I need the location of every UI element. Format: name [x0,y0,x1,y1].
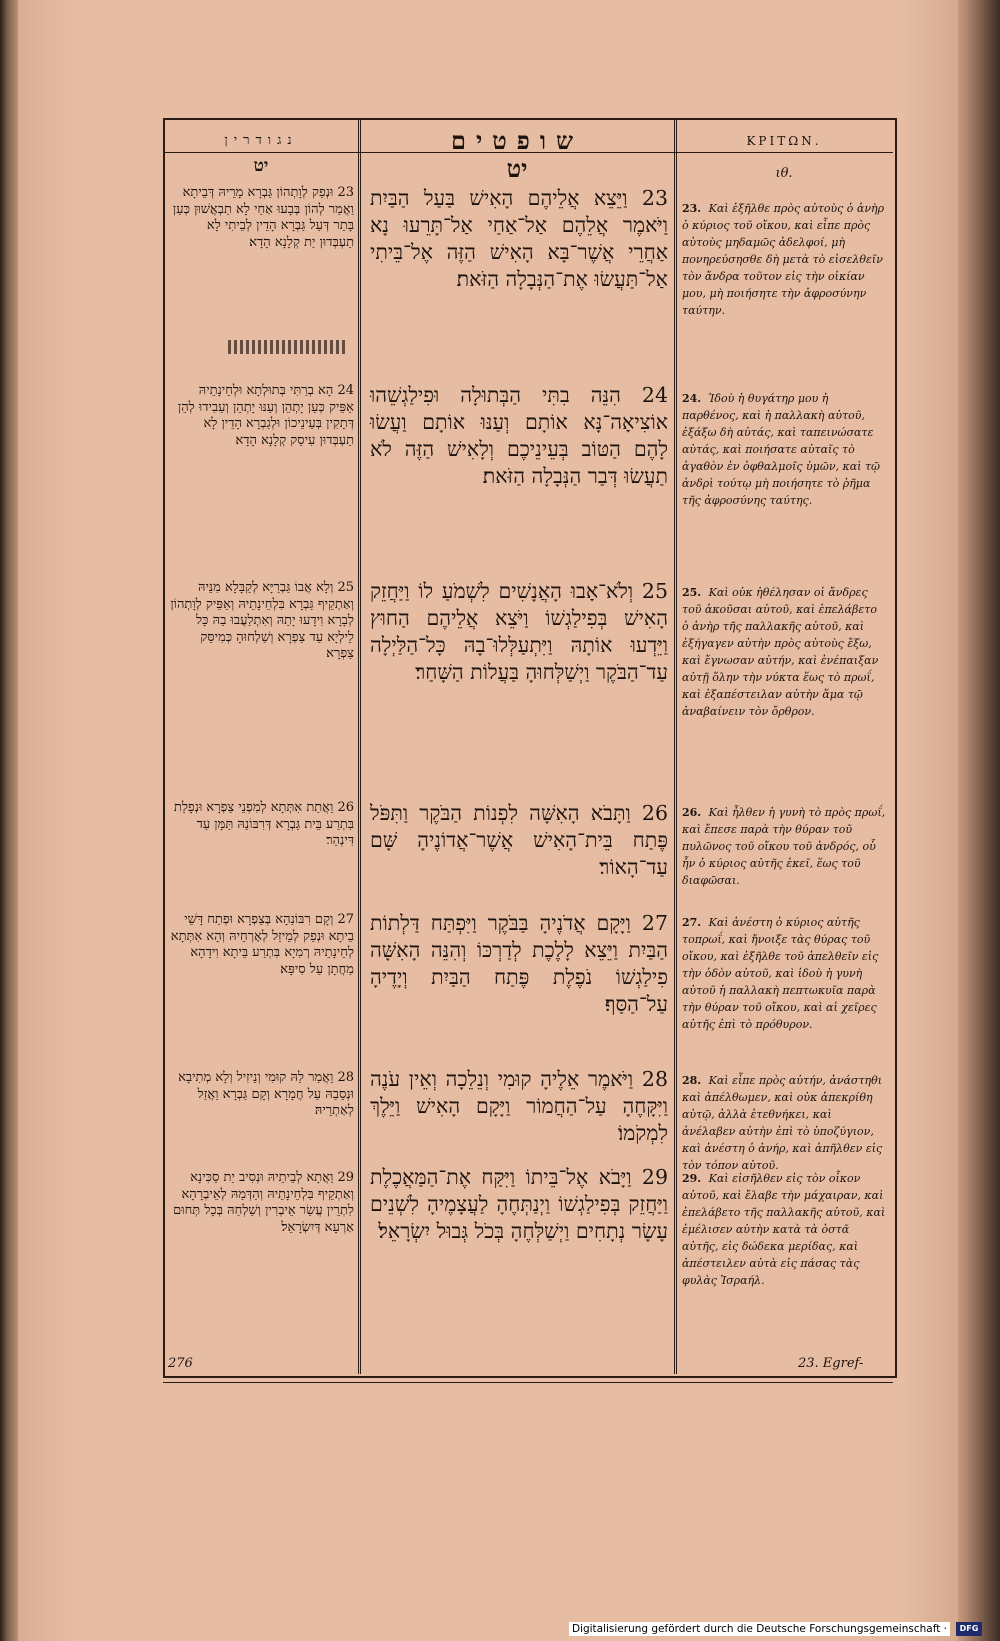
greek-verse-text: Ἰδοὺ ἡ θυγάτηρ μου ἡ παρθένος, καὶ ἡ παλλακὴ αὐτοῦ, ἐξάξω δὴ αὐτάς, καὶ ταπεινώσατε αὐτάς, καὶ ποιήσατε αὐταῖς τὸ ἀγαθὸν ἐν ὀφθαλμοῖς ὑμῶν, καὶ τῷ ἀνδρὶ τούτῳ μὴ ποιήσητε τὸ ῥῆμα τῆς ἀφροσύνης ταύτης. [682,392,881,507]
aramaic-verse-24: 24 הָא בְרַתִּי בְּתוּלְתָא וּלְחֵינָתֵיהּ אַפֵּיק כְּעַן יָתְהֵן וְעַנּוּ יָתְהֵן וְעַבִידוּ לְהֵן דְּתָקִין בְּעֵינֵיכוֹן וּלְגַבְרָא הָדֵין לָא תַעְבְּדוּן עִיסַק קְלָנָא הָדָא׃ [177,383,354,448]
greek-verse-number: 28. [682,1074,702,1087]
greek-verse-number: 27. [682,916,702,929]
page-edge [958,0,1000,1641]
aramaic-verse-27: 27 וְקָם רִבּוֹנַהָא בְּצַפְרָא וּפְתַח דָּשֵׁי בֵיתָא וּנְפַק לְמֵיזַל לְאָרְחֵיהּ וְהָא אִתְּתָא לְחֵינָתֵיהּ רְמִיָא בִּתְרַע בֵּיתָא וִידָהָא מַחֲתָן עַל סִיפָּא׃ [170,912,354,977]
greek-verse-text: Καὶ ἐξῆλθε πρὸς αὐτοὺς ὁ ἀνὴρ ὁ κύριος τοῦ οἴκου, καὶ εἶπε πρὸς αὐτοὺς μηδαμῶς ἀδελφοί, μὴ πονηρεύσησθε δὴ μετὰ τὸ εἰσελθεῖν τὸν ἄνδρα τοῦτον εἰς τὴν οἰκίαν μου, μὴ ποιήσητε τὴν ἀφροσύνην ταύτην. [682,202,885,317]
aramaic-verse-29: 29 וַאֲתָא לְבֵיתֵיהּ וּנְסִיב יַת סַכִּינָא וְאַתְקֵיף בִּלְחֵינָתֵיהּ וְהַדְּמַהּ לְאֵיבְרָהָא לִתְרֵין עֲשַׂר אֵיבְרִין וְשַׁלְחַהּ בְּכָל תְּחוּם אַרְעָא דְּיִשְׂרָאֵל׃ [173,1170,354,1235]
ornament-divider [228,340,348,354]
greek-verse-number: 23. [682,202,702,215]
hebrew-verse-23: 23 וַיֵּצֵא אֲלֵיהֶם הָאִישׁ בַּעַל הַבַּיִת וַיֹּאמֶר אֲלֵהֶם אַל־אַחַי אַל־תָּרֵעוּ נָא אַחֲרֵי אֲשֶׁר־בָּא הָאִישׁ הַזֶּה אֶל־בֵּיתִי אַל־תַּעֲשׂוּ אֶת־הַנְּבָלָה הַזֹּאת׃ [370,186,668,291]
chapter-greek: ιθ. [775,166,793,181]
dfg-logo: DFG [956,1622,982,1636]
hebrew-verse-28: 28 וַיֹּאמֶר אֵלֶיהָ קוּמִי וְנֵלֵכָה וְאֵין עֹנֶה וַיִּקָּחֶהָ עַל־הַחֲמוֹר וַיָּקָם הָאִישׁ וַיֵּלֶךְ לִמְקֹמוֹ׃ [370,1067,668,1145]
greek-verse-number: 29. [682,1172,702,1185]
greek-verse-23 [682,200,886,319]
aramaic-verse-23: 23 וּנְפַק לְוָתְהוֹן גַּבְרָא מָרֵיהּ דְּבֵיתָא וַאֲמַר לְהוֹן בְּבָעוּ אַחַי לָא תַבְאֲשׁוּן כְּעַן בָּתַר דְּעַל גַּבְרָא הָדֵין לְבֵיתִי לָא תַעְבְּדוּן יַת קְלָנָא הָדָא׃ [172,185,354,250]
greek-verse-text: Καὶ εἰσῆλθεν εἰς τὸν οἶκον αὐτοῦ, καὶ ἔλαβε τὴν μάχαιραν, καὶ ἐπελάβετο τῆς παλλακῆς αὐτοῦ, καὶ ἐμέλισεν αὐτὴν κατὰ τὰ ὀστᾶ αὐτῆς, εἰς δώδεκα μερίδας, καὶ ἀπέστειλεν αὐτὰ εἰς πάσας τὰς φυλὰς Ἰσραήλ. [682,1172,886,1287]
catchword: 23. Egref- [798,1356,864,1371]
column-rule-right [674,118,677,1374]
greek-verse-26 [682,804,886,889]
header-hebrew: שופטים [451,126,583,155]
hebrew-verse-27: 27 וַיָּקָם אֲדֹנֶיהָ בַּבֹּקֶר וַיִּפְתַּח דַּלְתוֹת הַבַּיִת וַיֵּצֵא לָלֶכֶת לְדַרְכּוֹ וְהִנֵּה הָאִשָּׁה פִילַגְשׁוֹ נֹפֶלֶת פֶּתַח הַבַּיִת וְיָדֶיהָ עַל־הַסַּף׃ [370,911,668,1016]
greek-verse-text: Καὶ ἀνέστη ὁ κύριος αὐτῆς τοπρωΐ, καὶ ἤνοιξε τὰς θύρας τοῦ οἴκου, καὶ ἐξῆλθε τοῦ ἀπελθεῖν εἰς τὴν ὁδὸν αὐτοῦ, καὶ ἰδοὺ ἡ γυνὴ αὐτοῦ ἡ παλλακὴ πεπτωκυῖα παρὰ τὴν θύραν τοῦ οἴκου, καὶ αἱ χεῖρες αὐτῆς ἐπὶ τὸ πρόθυρον. [682,916,879,1031]
greek-verse-27 [682,914,886,1033]
aramaic-verse-26: 26 וַאֲתַת אִתְּתָא לְמִפְנֵי צַפְרָא וּנְפָלַת בִּתְרַע בֵּית גַּבְרָא דְּרִבּוֹנַהּ תַּמָּן עַד דִּינְהַר׃ [173,800,354,848]
aramaic-verse-25: 25 וְלָא אֲבוֹ גַּבְרַיָּא לְקַבָּלָא מִנֵּיהּ וְאַתְקֵיף גַּבְרָא בִּלְחֵינָתֵיהּ וְאַפֵּיק לְוָתְהוֹן לְבָרָא וִידָעוּ יָתַהּ וְאִתְלַעֲבוּ בַהּ כָּל לֵילְיָא עַד צַפְרָא וְשַׁלְחוּהָ כְּמִיסַּק צַפְרָא׃ [170,580,354,661]
bleed-through-text [838,180,842,194]
greek-verse-number: 24. [682,392,702,405]
column-rule-left [358,118,361,1374]
greek-verse-number: 26. [682,806,702,819]
greek-verse-text: Καὶ οὐκ ἠθέλησαν οἱ ἄνδρες τοῦ ἀκοῦσαι αὐτοῦ, καὶ ἐπελάβετο ὁ ἀνὴρ τῆς παλλακῆς αὐτοῦ, καὶ ἐξήγαγεν αὐτὴν πρὸς αὐτοὺς ἔξω, καὶ ἔγνωσαν αὐτήν, καὶ ἐνέπαιξαν αὐτῇ ὅλην τὴν νύκτα ἕως τὸ πρωΐ, καὶ ἐξαπέστειλαν αὐτὴν ἅμα τῷ ἀναβαίνειν τὸν ὄρθρον. [682,586,879,718]
greek-verse-25 [682,584,886,720]
aramaic-verse-28: 28 וַאֲמַר לַהּ קוּמִי וְנֵיזִיל וְלָא מְתִיבָא וּנְסֵבַהּ עַל חֲמָרָא וְקָם גַּבְרָא וַאֲזַל לְאַתְרֵיהּ׃ [178,1070,354,1118]
header-aramaic: נגודרין [224,133,298,148]
page-number: 276 [168,1356,193,1371]
greek-verse-24 [682,390,886,509]
book-page [18,0,958,1641]
greek-verse-text: Καὶ εἶπε πρὸς αὐτήν, ἀνάστηθι καὶ ἀπέλθωμεν, καὶ οὐκ ἀπεκρίθη αὐτῷ, ἀλλὰ ἐτεθνήκει, καὶ ἀνέλαβεν αὐτὴν ἐπὶ τὸ ὑποζύγιον, καὶ ἀνέστη ὁ ἀνήρ, καὶ ἀπῆλθεν εἰς τὸν τόπον αὐτοῦ. [682,1074,883,1172]
hebrew-verse-25: 25 וְלֹא־אָבוּ הָאֲנָשִׁים לִשְׁמֹעַ לוֹ וַיַּחֲזֵק הָאִישׁ בְּפִילַגְשׁוֹ וַיֹּצֵא אֲלֵיהֶם הַחוּץ וַיֵּדְעוּ אוֹתָהּ וַיִּתְעַלְּלוּ־בָהּ כָּל־הַלַּיְלָה עַד־הַבֹּקֶר וַיְשַׁלְּחוּהָ בַּעֲלוֹת הַשָּׁחַר׃ [370,579,668,684]
digitization-credit: Digitalisierung gefördert durch die Deutsche Forschungsgemeinschaft · [569,1622,950,1636]
hebrew-verse-29: 29 וַיָּבֹא אֶל־בֵּיתוֹ וַיִּקַּח אֶת־הַמַּאֲכֶלֶת וַיַּחֲזֵק בְּפִילַגְשׁוֹ וַיְנַתְּחֶהָ לַעֲצָמֶיהָ לִשְׁנֵים עָשָׂר נְתָחִים וַיְשַׁלְּחֶהָ בְּכֹל גְּבוּל יִשְׂרָאֵל׃ [370,1165,668,1243]
greek-verse-number: 25. [682,586,702,599]
greek-verse-29 [682,1170,886,1289]
greek-verse-text: Καὶ ἦλθεν ἡ γυνὴ τὸ πρὸς πρωΐ, καὶ ἔπεσε παρὰ τὴν θύραν τοῦ πυλῶνος τοῦ οἴκου τοῦ ἀνδρός, οὗ ἦν ὁ κύριος αὐτῆς ἐκεῖ, ἕως τοῦ διαφῶσαι. [682,806,886,887]
chapter-aramaic: יט [253,156,269,176]
book-gutter [0,0,18,1641]
hebrew-verse-26: 26 וַתָּבֹא הָאִשָּׁה לִפְנוֹת הַבֹּקֶר וַתִּפֹּל פֶּתַח בֵּית־הָאִישׁ אֲשֶׁר־אֲדוֹנֶיהָ שָּׁם עַד־הָאוֹר׃ [370,801,668,879]
greek-verse-28 [682,1072,886,1174]
header-greek: ΚΡΙΤΩΝ. [746,134,822,148]
chapter-hebrew: יט [506,154,528,183]
footer-rule [163,1382,893,1383]
hebrew-verse-24: 24 הִנֵּה בִתִּי הַבְּתוּלָה וּפִילַגְשֵׁהוּ אוֹצִיאָה־נָּא אוֹתָם וְעַנּוּ אוֹתָם וַעֲשׂוּ לָהֶם הַטּוֹב בְּעֵינֵיכֶם וְלָאִישׁ הַזֶּה לֹא תַעֲשׂוּ דְּבַר הַנְּבָלָה הַזֹּאת׃ [370,383,668,488]
